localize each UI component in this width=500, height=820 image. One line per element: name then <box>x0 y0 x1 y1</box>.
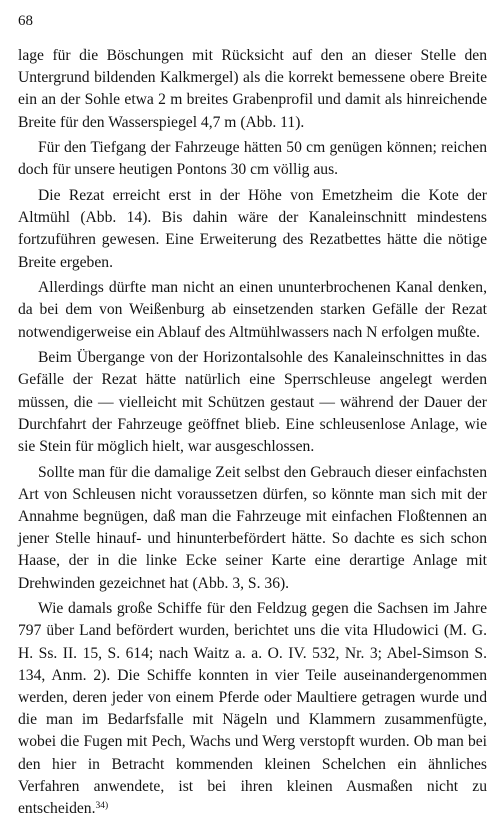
paragraph: Für den Tiefgang der Fahrzeuge hätten 50 cm genügen können; reichen doch für unsere heutigen Pontons 30 cm völlig aus. <box>18 139 487 179</box>
paragraph: Allerdings dürfte man nicht an einen ununterbrochenen Kanal denken, da bei dem von Weißenburg ab einsetzenden starken Gefälle der Rezat notwendigerweise ein Ablauf des Altmühlwassers nach N erfolgen mußte. <box>18 279 487 341</box>
paragraph: Beim Übergange von der Horizontalsohle des Kanaleinschnittes in das Gefälle der Rezat hätte natürlich eine Sperrschleuse angelegt werden müssen, die — vielleicht mit Schützen gestaut — während der Dauer der Durchfahrt der Fahrzeuge geöffnet blieb. Eine schleusenlose Anlage, wie sie Stein für möglich hielt, war ausgeschlossen. <box>18 349 487 456</box>
paragraph-continued: lage für die Böschungen mit Rücksicht auf den an dieser Stelle den Untergrund bildenden Kalkmergel) als die korrekt bemessene obere Breite ein an der Sohle etwa 2 m breites Grabenprofil und damit als hinreichende Breite für den Wasserspiegel 4,7 m (Abb. 11). <box>18 47 487 131</box>
paragraph: Sollte man für die damalige Zeit selbst den Gebrauch dieser einfachsten Art von Schleusen nicht voraussetzen dürfen, so könnte man sich mit der Annahme begnügen, daß man die Fahrzeuge mit einfachen Floßtennen an jener Stelle hinauf- und hinunterbefördert hätte. So dachte es sich schon Haase, der in die linke Ecke seiner Karte eine derartige Anlage mit Drehwinden gezeichnet hat (Abb. 3, S. 36). <box>18 463 487 592</box>
paragraph-last <box>18 598 487 820</box>
paragraph-text: Wie damals große Schiffe für den Feldzug gegen die Sachsen im Jahre 797 über Land befördert wurden, berichtet uns die vita Hludowici (M. G. H. Ss. II. 15, S. 614; nach Waitz a. a. O. IV. 532, Nr. 3; Abel-Simson S. 134, Anm. 2). Die Schiffe konnten in vier Teile auseinandergenommen werden, deren jeder von einem Pferde oder Maultiere getragen wurde und die man im Bedarfsfalle mit Nägeln und Klammern zusammenfügte, wobei die Fugen mit Pech, Wachs und Werg verstopft wurden. Ob man bei den hier in Betracht kommenden kleinen Schelchen ein ähnliches Verfahren anwendete, ist bei ihren kleinen Ausmaßen nicht zu entscheiden. <box>18 600 487 818</box>
body-text <box>18 45 487 820</box>
page-number: 68 <box>18 13 33 29</box>
footnote-reference[interactable]: 34) <box>95 801 109 812</box>
paragraph: Die Rezat erreicht erst in der Höhe von Emetzheim die Kote der Altmühl (Abb. 14). Bis dahin wäre der Kanaleinschnitt mindestens fortzuführen gewesen. Eine Erweiterung des Rezatbettes hätte die nötige Breite ergeben. <box>18 187 487 271</box>
